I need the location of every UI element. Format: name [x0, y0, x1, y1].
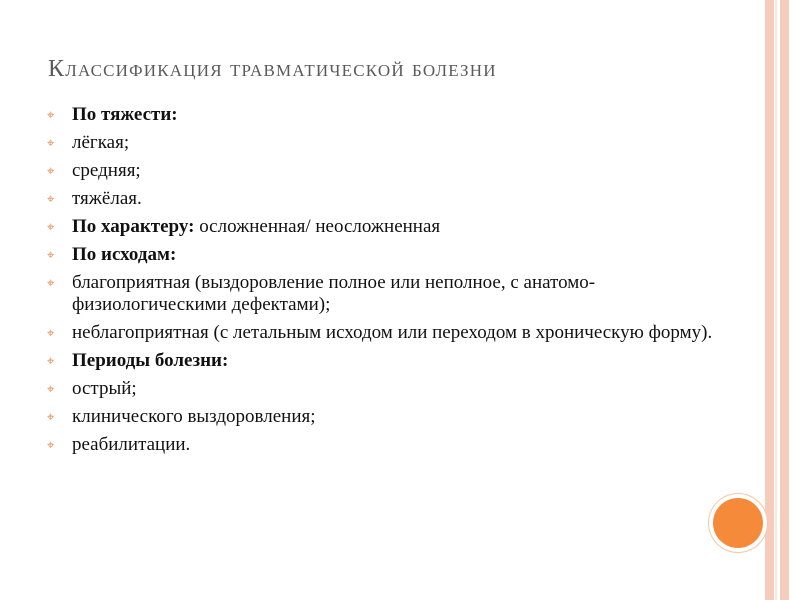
- list-item-text: средняя;: [72, 160, 141, 181]
- bullet-icon: ⌖: [47, 409, 55, 424]
- section-heading: По характеру:: [72, 216, 195, 237]
- list-item: [47, 350, 747, 372]
- list-item-text: лёгкая;: [72, 132, 130, 153]
- bullet-icon: ⌖: [47, 353, 55, 368]
- section-heading: По исходам:: [72, 244, 177, 265]
- list-item: [47, 188, 747, 210]
- bullet-icon: ⌖: [47, 219, 55, 234]
- list-item: [47, 216, 747, 238]
- frame-stripe-outer: [765, 0, 774, 600]
- section-heading-suffix: осложненная/ неосложненная: [194, 216, 441, 237]
- slide-content: [47, 104, 747, 456]
- list-item-text: клинического выздоровления;: [72, 406, 316, 427]
- section-heading: По тяжести:: [72, 104, 178, 125]
- bullet-icon: ⌖: [47, 381, 55, 396]
- list-item: [47, 434, 747, 456]
- bullet-icon: ⌖: [47, 325, 55, 340]
- list-item: [47, 378, 747, 400]
- list-item-text: реабилитации.: [72, 434, 191, 455]
- list-item: [47, 406, 747, 428]
- slide-title: Классификация травматической болезни: [48, 56, 497, 82]
- bullet-icon: ⌖: [47, 107, 55, 122]
- list-item-text: тяжёлая.: [72, 188, 142, 209]
- frame-divider-line: [775, 0, 777, 600]
- list-item: [47, 244, 747, 266]
- list-item: [47, 132, 747, 154]
- list-item: [47, 322, 747, 344]
- bullet-icon: ⌖: [47, 437, 55, 452]
- list-item: [47, 104, 747, 126]
- accent-circle: [713, 498, 763, 548]
- list-item: [47, 272, 747, 316]
- bullet-icon: ⌖: [47, 247, 55, 262]
- bullet-icon: ⌖: [47, 191, 55, 206]
- bullet-icon: ⌖: [47, 135, 55, 150]
- list-item-text: острый;: [72, 378, 137, 399]
- frame-stripe-inner: [780, 0, 789, 600]
- list-item-text: благоприятная (выздоровление полное или неполное, с анатомо-физиологическими дефектами);: [72, 272, 596, 315]
- bullet-icon: ⌖: [47, 163, 55, 178]
- section-heading: Периоды болезни:: [72, 350, 229, 371]
- bullet-icon: ⌖: [47, 275, 55, 290]
- list-item: [47, 160, 747, 182]
- list-item-text: неблагоприятная (с летальным исходом или переходом в хроническую форму).: [72, 322, 713, 343]
